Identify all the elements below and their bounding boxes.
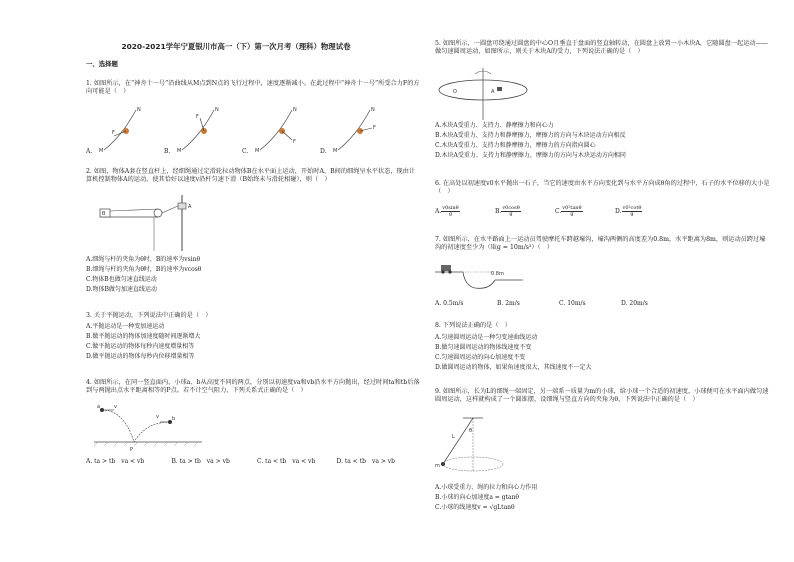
q1-options: [86, 148, 406, 156]
option-c[interactable]: C. $\frac{\text{v0²tanθ}}{g}$: [555, 205, 582, 217]
option-c[interactable]: C.: [242, 148, 249, 155]
svg-text:F: F: [293, 139, 296, 145]
label-b: B: [102, 211, 106, 217]
svg-text:M: M: [177, 148, 182, 154]
label-a: a: [97, 404, 101, 410]
label-n: N: [137, 107, 141, 113]
label-m: M: [99, 148, 104, 154]
question-5: 5. 如图所示，一圆盘可绕通过圆盘的中心O且垂直于盘面的竖直轴转动，在圆盘上放置一小木块A，它随圆盘一起运动——做匀速圆周运动，如图所示，则关于木块A的受力，下列说法正确的是（ ）: [435, 40, 768, 56]
q5-option-c[interactable]: C.木块A受重力、支持力和静摩擦力，摩擦力的方向指向圆心: [435, 142, 596, 149]
q9-option-a[interactable]: A.小球受重力、绳的拉力和向心力作用: [435, 484, 538, 491]
q3-option-a[interactable]: A.平抛运动是一种变加速运动: [86, 323, 165, 330]
option-b[interactable]: B.: [164, 148, 171, 155]
q5-option-b[interactable]: B.木块A受重力、支持力和静摩擦力，摩擦力的方向与木块运动方向相反: [435, 132, 626, 139]
svg-text:v: v: [156, 414, 159, 420]
section-heading: 一、选择题: [86, 60, 118, 68]
question-2: 2. 如图，物体A套在竖直杆上，经细绳通过定滑轮拉动物体B在水平面上运动，开始时A、B间的细绳呈水平状态，现由计算机控制物体A的运动，使其恰好以速度v沿杆匀速下滑（B始终未与滑轮相碰），则（ ）: [86, 168, 416, 184]
svg-text:M: M: [333, 148, 338, 154]
label-o: O: [453, 89, 457, 95]
question-9: 9. 如图所示，长为L的细绳一端固定，另一端系一质量为m的小球，给小球一个合适的初速度，小球便可在水平面内做匀速圆周运动，这样就构成了一个圆锥摆，设细绳与竖直方向的夹角为θ，下列说法中正确的是（ ）: [435, 388, 769, 404]
option-b[interactable]: B. ta > tb va > vb: [171, 458, 230, 465]
q2-pulley-figure: [98, 195, 208, 253]
label-theta: θ: [469, 428, 473, 434]
q5-option-a[interactable]: A.木块A受重力、支持力、静摩擦力和向心力: [435, 122, 554, 129]
q5-option-d[interactable]: D.木块A受重力、支持力和静摩擦力，摩擦力的方向与木块运动方向相同: [435, 152, 626, 159]
q4-options: [86, 458, 416, 466]
q5-disk-figure: [433, 66, 543, 124]
q8-option-d[interactable]: D.做圆周运动的物体，如果角速度很大，其线速度不一定大: [435, 364, 592, 371]
option-a[interactable]: A. $\frac{v0\sin\theta}{g}$: [435, 205, 459, 217]
q3-option-c[interactable]: C.做平抛运动的物体每秒内速度增量相等: [86, 343, 195, 350]
q8-option-a[interactable]: A.匀速圆周运动是一种匀变速曲线运动: [435, 334, 538, 341]
question-1: 1. 如图所示，在“神舟十一号”沿曲线从M点到N点的飞行过程中，速度逐渐减小。在此过程中“神舟十一号”所受合力F的方向可能是（ ）: [86, 80, 420, 96]
q4-projectile-figure: [94, 404, 204, 456]
svg-text:M: M: [255, 148, 260, 154]
q8-option-c[interactable]: C.匀速圆周运动的向心加速度不变: [435, 354, 526, 361]
svg-text:v: v: [114, 404, 117, 410]
option-c[interactable]: C. 10m/s: [559, 300, 586, 307]
option-b[interactable]: B. $\frac{v0\cos\theta}{g}$: [495, 205, 520, 217]
label-a: A: [491, 89, 495, 95]
option-d[interactable]: D.: [320, 148, 327, 155]
page-title: 2020-2021学年宁夏银川市高一（下）第一次月考（理科）物理试卷: [121, 42, 351, 51]
question-3: 3. 关于平抛运动，下列说法中正确的是（ ）: [86, 312, 212, 319]
question-7: 7. 如图所示，在水平路面上一运动员驾驶摩托车跨越壕沟，壕沟两侧的高度差为0.8m，水平距离为8m，则运动员跨过壕沟的初速度至少为（取g = 10m/s²）（ ）: [435, 236, 766, 252]
question-6: 6. 在高处以初速度v0水平抛出一石子，当它的速度由水平方向变化到与水平方向成θ角的过程中，石子的水平位移的大小是（ ）: [435, 180, 770, 196]
option-a[interactable]: A. 0.5m/s: [435, 300, 464, 307]
q7-options: [435, 300, 765, 308]
svg-text:N: N: [215, 107, 219, 113]
q9-option-c[interactable]: C.小球的线速度v = √gLtanθ: [435, 504, 515, 511]
q2-option-a[interactable]: A.细绳与杆的夹角为θ时，B的速率为vsinθ: [86, 256, 201, 263]
svg-text:N: N: [293, 107, 297, 113]
q2-option-c[interactable]: C.物体B也做匀速直线运动: [86, 276, 157, 283]
label-m: m: [435, 463, 440, 469]
svg-text:N: N: [371, 107, 375, 113]
option-c[interactable]: C. ta < tb va < vb: [256, 458, 316, 465]
option-b[interactable]: B. 2m/s: [497, 300, 520, 307]
option-d[interactable]: D. 20m/s: [621, 300, 648, 307]
q3-option-b[interactable]: B.做平抛运动的物体加速度随时间逐渐增大: [86, 333, 201, 340]
svg-text:F: F: [196, 114, 199, 120]
q2-option-b[interactable]: B.细绳与杆的夹角为θ时，B的速率为vcosθ: [86, 266, 202, 273]
label-b: b: [172, 416, 176, 422]
option-d[interactable]: D. ta < tb va > vb: [336, 458, 396, 465]
label-l: L: [452, 434, 455, 440]
option-d[interactable]: D. $\frac{\text{v0²cotθ}}{g}$: [615, 205, 642, 217]
question-8: 8. 下列说法正确的是（ ）: [435, 322, 511, 329]
question-4: 4. 如图所示，在同一竖直面内，小球a、b从高度不同的两点，分别以初速度va和vb沿水平方向抛出，经过时间ta和tb后落到与两抛出点水平距离相等的P点。若不计空气阻力，下列关系式正确的是（ ）: [86, 379, 420, 395]
svg-text:F: F: [373, 125, 376, 131]
height-label: 0.8m: [491, 271, 504, 277]
option-a[interactable]: A.: [86, 148, 93, 155]
option-a[interactable]: A. ta > tb va < vb: [86, 458, 145, 465]
q3-option-d[interactable]: D.做平抛运动的物体每秒内位移增量相等: [86, 353, 195, 360]
q2-option-d[interactable]: D.物体B做匀加速直线运动: [86, 286, 157, 293]
q8-option-b[interactable]: B.做匀速圆周运动的物体线速度不变: [435, 344, 532, 351]
svg-text:F: F: [112, 130, 115, 136]
q7-ditch-figure: [435, 260, 525, 296]
q9-option-b[interactable]: B.小球的向心加速度a = gtanθ: [435, 494, 520, 501]
label-p: P: [130, 447, 134, 453]
q9-conical-pendulum-figure: [433, 416, 513, 480]
label-a: A: [188, 204, 192, 210]
q6-options: [435, 206, 765, 217]
